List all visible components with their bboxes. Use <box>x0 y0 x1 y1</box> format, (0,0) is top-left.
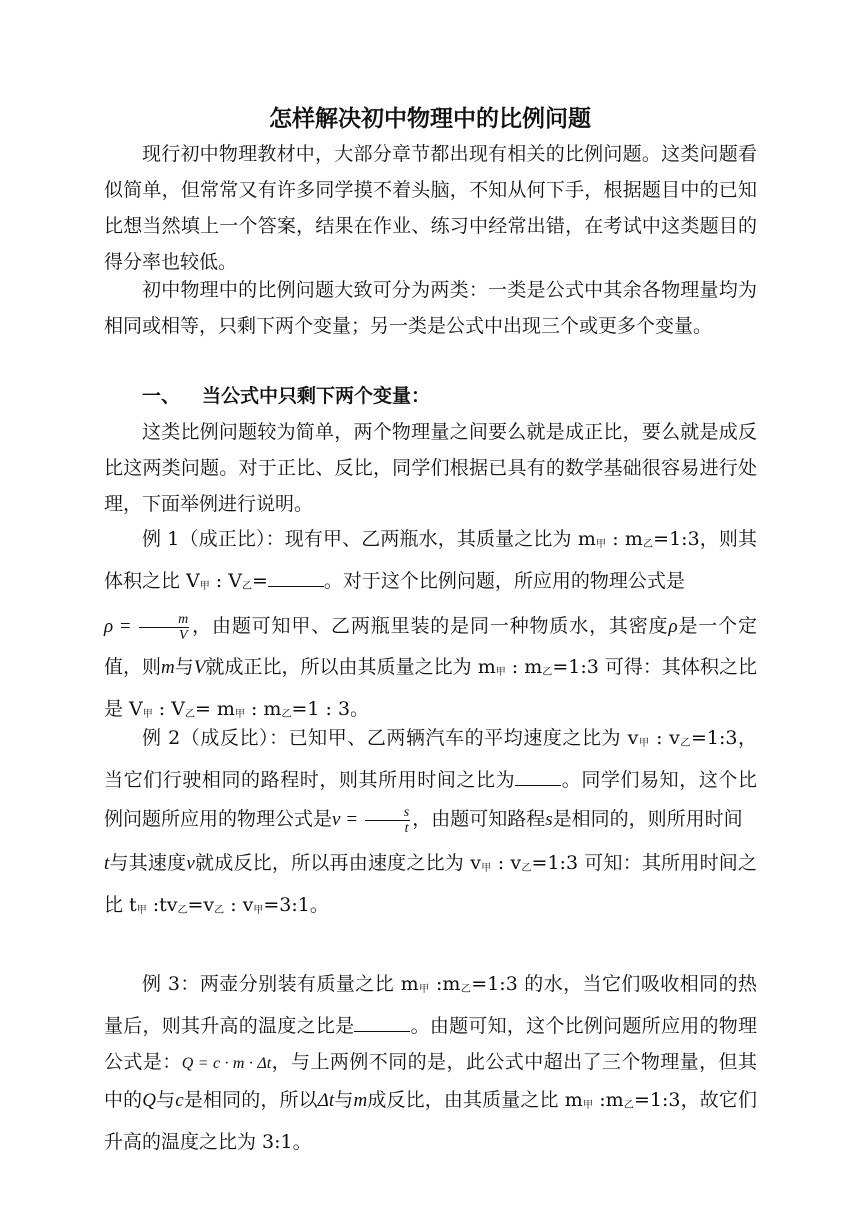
section-number: 一、 <box>142 385 181 407</box>
answer-blank-3 <box>354 1013 410 1032</box>
answer-blank-2 <box>515 767 561 786</box>
speed-fraction: $\frac{s}{t}$ <box>365 805 410 836</box>
density-fraction: $\frac{m}{V}$ <box>139 612 189 643</box>
example-3-paragraph: 例 3：两壶分别装有质量之比 $m_甲$ $:m_乙=1:3$ 的水，当它们吸收相同的热量后，则其升高的温度之比是 。由题可知，这个比例问题所应用的物理公式是：Q = c · m · Δt，与上两例不同的是，此公式中超出了三个物理量，但其中的Q与c是相同的，所以Δt与m成反比，由其质量之比 $m_甲$ $:m_乙=1:3$，故它们升高的温度之比为 3:1。 <box>104 973 758 1153</box>
document-title: 怎样解决初中物理中的比例问题 <box>269 106 591 132</box>
section-title: 当公式中只剩下两个变量： <box>202 385 431 407</box>
example-2-paragraph: 例 2（成反比）：已知甲、乙两辆汽车的平均速度之比为 $v_甲$ : $v_乙=1:3$，当它们行驶相同的路程时，则其所用时间之比为 。同学们易知，这个比例问题所应用的物理公式是v = $\frac{s}{t}$ ，由题可知路程s是相同的，则所用时间 t与其速度v就成反比，所以再由速度之比为 $v_甲$ : $v_乙=1:3$ 可知：其所用时间之比 $t_甲$ $:tv_乙=v_乙$ : $v_甲=3:1$。 <box>104 727 758 916</box>
intro-paragraph-1: 现行初中物理教材中，大部分章节都出现有相关的比例问题。这类问题看似简单，但常常又有许多同学摸不着头脑，不知从何下手，根据题目中的已知比想当然填上一个答案，结果在作业、练习中经常出错，在考试中这类题目的得分率也较低。 <box>104 143 757 273</box>
heat-formula: Q = c · m · Δt <box>181 1055 272 1072</box>
intro-paragraph-2: 初中物理中的比例问题大致可分为两类：一类是公式中其余各物理量均为相同或相等，只剩下两个变量；另一类是公式中出现三个或更多个变量。 <box>104 279 757 337</box>
section-heading-1 <box>142 378 430 414</box>
section1-intro-paragraph: 这类比例问题较为简单，两个物理量之间要么就是成正比，要么就是成反比这两类问题。对于正比、反比，同学们根据已具有的数学基础很容易进行处理，下面举例进行说明。 <box>104 421 757 515</box>
answer-blank-1 <box>268 568 324 587</box>
example-1-paragraph: 例 1（成正比）：现有甲、乙两瓶水，其质量之比为 $m_甲$ : $m_乙=1:3$，则其体积之比 $V_甲$ : $V_乙=$ 。对于这个比例问题，所应用的物理公式是 ρ = $\frac{m}{V}$ ，由题可知甲、乙两瓶里装的是同一种物质水，其密度ρ是一个定值，则m与V就成正比，所以由其质量之比为 $m_甲$ : $m_乙=1:3$ 可得：其体积之比是 $V_甲$ : $V_乙= m_甲$ : $m_乙=1$ : 3。 <box>104 528 758 720</box>
